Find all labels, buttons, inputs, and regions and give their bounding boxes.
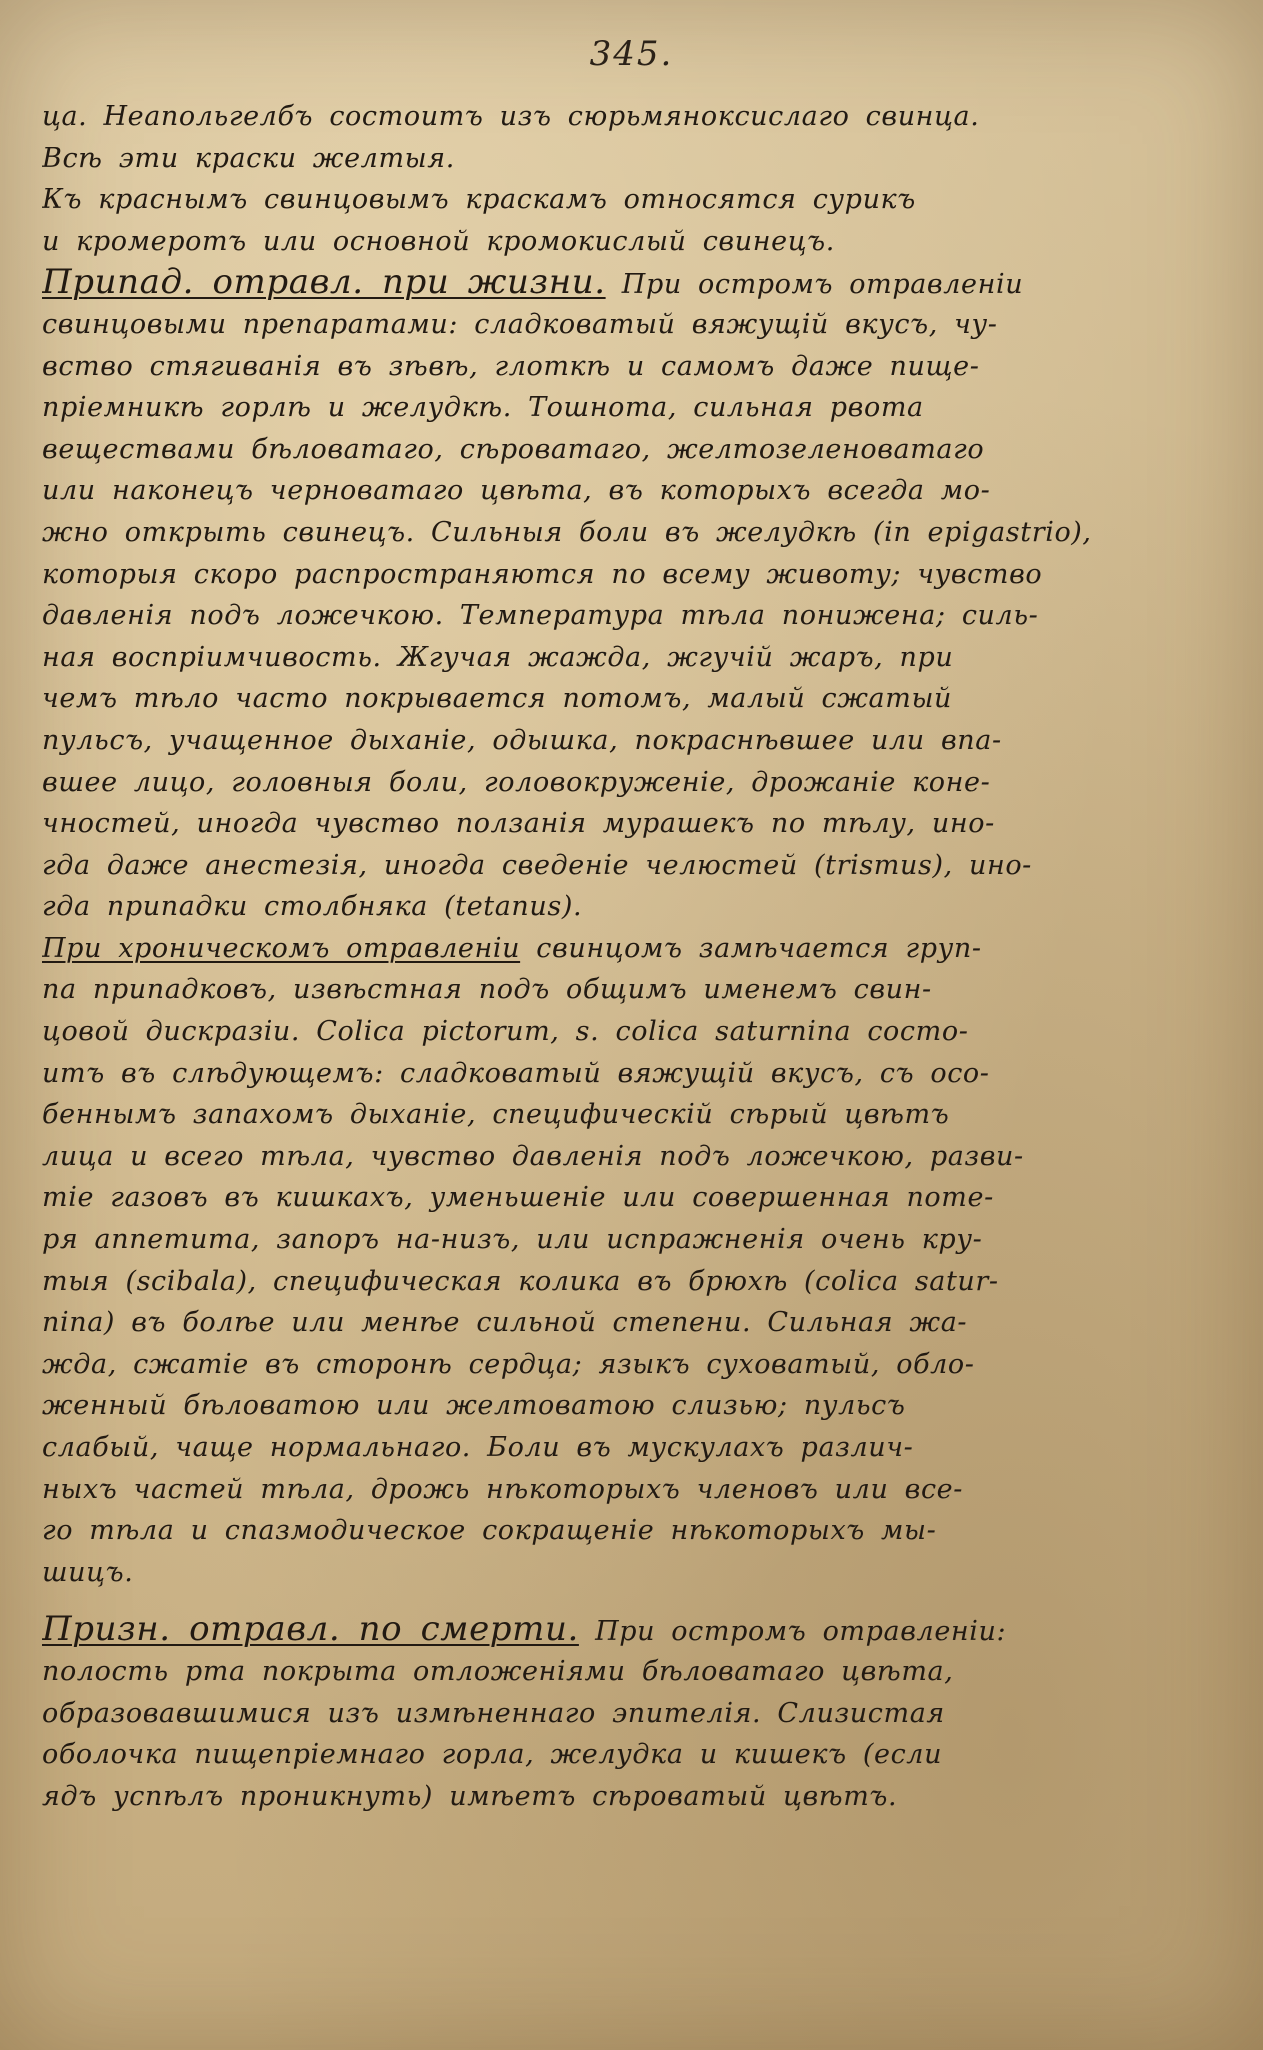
text-line <box>42 1011 1202 1053</box>
text-line <box>42 138 1202 180</box>
text-line <box>42 762 1202 804</box>
underlined-phrase: При хроническомъ отравленіи <box>42 932 521 964</box>
line-text: образовавшимися изъ измѣненнаго эпителія. Слизистая <box>42 1697 945 1729</box>
line-text: ядъ успѣлъ проникнуть) имѣетъ сѣроватый цвѣтъ. <box>42 1780 898 1812</box>
line-text: шицъ. <box>42 1556 134 1588</box>
text-line <box>42 387 1202 429</box>
line-text: пріемникѣ горлѣ и желудкѣ. Тошнота, сильная рвота <box>42 392 924 424</box>
line-text: Къ краснымъ свинцовымъ краскамъ относятся сурикъ <box>42 184 916 216</box>
text-line <box>42 886 1202 928</box>
section-gap <box>42 1593 1202 1609</box>
line-text: ная воспріимчивость. Жгучая жажда, жгучій жаръ, при <box>42 641 954 673</box>
section-heading: Призн. отравл. по смерти. <box>42 1609 579 1650</box>
line-text: свинцомъ замѣчается груп- <box>520 932 982 964</box>
line-text: жно открыть свинецъ. Сильныя боли въ желудкѣ (in epigastrio), <box>42 516 1092 548</box>
text-line <box>42 1427 1202 1469</box>
line-text: лица и всего тѣла, чувство давленія подъ ложечкою, разви- <box>42 1140 1024 1172</box>
text-line <box>42 678 1202 720</box>
line-text: ца. Неапольгелбъ состоитъ изъ сюрьмяноксислаго свинца. <box>42 101 980 132</box>
text-line <box>42 1609 1202 1651</box>
text-line <box>42 803 1202 845</box>
section-heading: Припад. отравл. при жизни. <box>42 262 606 303</box>
text-line <box>42 720 1202 762</box>
text-line <box>42 470 1202 512</box>
line-text: женный бѣловатою или желтоватою слизью; пульсъ <box>42 1390 906 1422</box>
line-text: и кромеротъ или основной кромокислый свинецъ. <box>42 225 835 257</box>
text-line <box>42 928 1202 970</box>
text-line <box>42 221 1202 263</box>
text-line <box>42 1177 1202 1219</box>
line-text: гда припадки столбняка (tetanus). <box>42 891 583 923</box>
text-line <box>42 1776 1202 1818</box>
text-line <box>42 969 1202 1011</box>
text-line <box>42 595 1202 637</box>
text-line <box>42 1469 1202 1511</box>
text-line <box>42 1552 1202 1594</box>
line-text: Всѣ эти краски желтыя. <box>42 142 455 174</box>
text-line <box>42 1053 1202 1095</box>
text-line <box>42 429 1202 471</box>
line-text: или наконецъ черноватаго цвѣта, въ которыхъ всегда мо- <box>42 475 991 507</box>
line-text: чностей, иногда чувство ползанія мурашекъ по тѣлу, ино- <box>42 808 995 840</box>
line-text: чемъ тѣло часто покрывается потомъ, малый сжатый <box>42 683 953 715</box>
text-line <box>42 554 1202 596</box>
line-text: беннымъ запахомъ дыханіе, специфическій сѣрый цвѣтъ <box>42 1099 950 1131</box>
line-text: При остромъ отравленіи <box>605 269 1024 301</box>
line-text: которыя скоро распространяются по всему животу; чувство <box>42 558 1043 590</box>
line-text: итъ въ слѣдующемъ: сладковатый вяжущій вкусъ, съ осо- <box>42 1057 990 1089</box>
text-line <box>42 1510 1202 1552</box>
line-text: веществами бѣловатаго, сѣроватаго, желтозеленоватаго <box>42 433 985 465</box>
line-text: ныхъ частей тѣла, дрожь нѣкоторыхъ членовъ или все- <box>42 1473 963 1505</box>
line-text: оболочка пищепріемнаго горла, желудка и кишекъ (если <box>42 1739 943 1771</box>
text-line <box>42 346 1202 388</box>
line-text: вство стягиванія въ зѣвѣ, глоткѣ и самомъ даже пище- <box>42 350 980 382</box>
line-text: вшее лицо, головныя боли, головокруженіе, дрожаніе коне- <box>42 766 991 798</box>
line-text: тыя (scibala), специфическая колика въ брюхѣ (colica satur- <box>42 1265 999 1297</box>
text-line <box>42 1136 1202 1178</box>
text-line <box>42 845 1202 887</box>
line-text: свинцовыми препаратами: сладковатый вяжущій вкусъ, чу- <box>42 308 998 340</box>
text-line <box>42 1734 1202 1776</box>
text-line <box>42 1261 1202 1303</box>
line-text: цовой дискразіи. Colica pictorum, s. colica saturnina состо- <box>42 1016 969 1048</box>
page-number: 345. <box>589 34 674 74</box>
line-text: па припадковъ, извѣстная подъ общимъ именемъ свин- <box>42 974 932 1006</box>
line-text: При остромъ отравленіи: <box>578 1616 1007 1648</box>
line-text: го тѣла и спазмодическое сокращеніе нѣкоторыхъ мы- <box>42 1515 937 1547</box>
text-line <box>42 96 1202 138</box>
line-text: nina) въ болѣе или менѣе сильной степени. Сильная жа- <box>42 1307 968 1339</box>
text-line <box>42 512 1202 554</box>
text-line <box>42 1385 1202 1427</box>
line-text: полость рта покрыта отложеніями бѣловатаго цвѣта, <box>42 1655 954 1687</box>
text-line <box>42 1344 1202 1386</box>
line-text: гда даже анестезія, иногда сведеніе челюстей (trismus), ино- <box>42 849 1032 881</box>
line-text: слабый, чаще нормальнаго. Боли въ мускулахъ различ- <box>42 1432 914 1463</box>
text-line <box>42 262 1202 304</box>
line-text: тіе газовъ въ кишкахъ, уменьшеніе или совершенная поте- <box>42 1182 994 1214</box>
text-line <box>42 637 1202 679</box>
text-line <box>42 1219 1202 1261</box>
text-line <box>42 1651 1202 1693</box>
line-text: ря аппетита, запоръ на-низъ, или испражненія очень кру- <box>42 1224 983 1256</box>
line-text: давленія подъ ложечкою. Температура тѣла понижена; силь- <box>42 600 1039 632</box>
text-line <box>42 1693 1202 1735</box>
text-line <box>42 179 1202 221</box>
line-text: жда, сжатіе въ сторонѣ сердца; языкъ суховатый, обло- <box>42 1348 975 1380</box>
text-line <box>42 304 1202 346</box>
manuscript-text <box>42 96 1202 1817</box>
text-line <box>42 1094 1202 1136</box>
text-line <box>42 1302 1202 1344</box>
line-text: пульсъ, учащенное дыханіе, одышка, покраснѣвшее или впа- <box>42 724 1002 756</box>
